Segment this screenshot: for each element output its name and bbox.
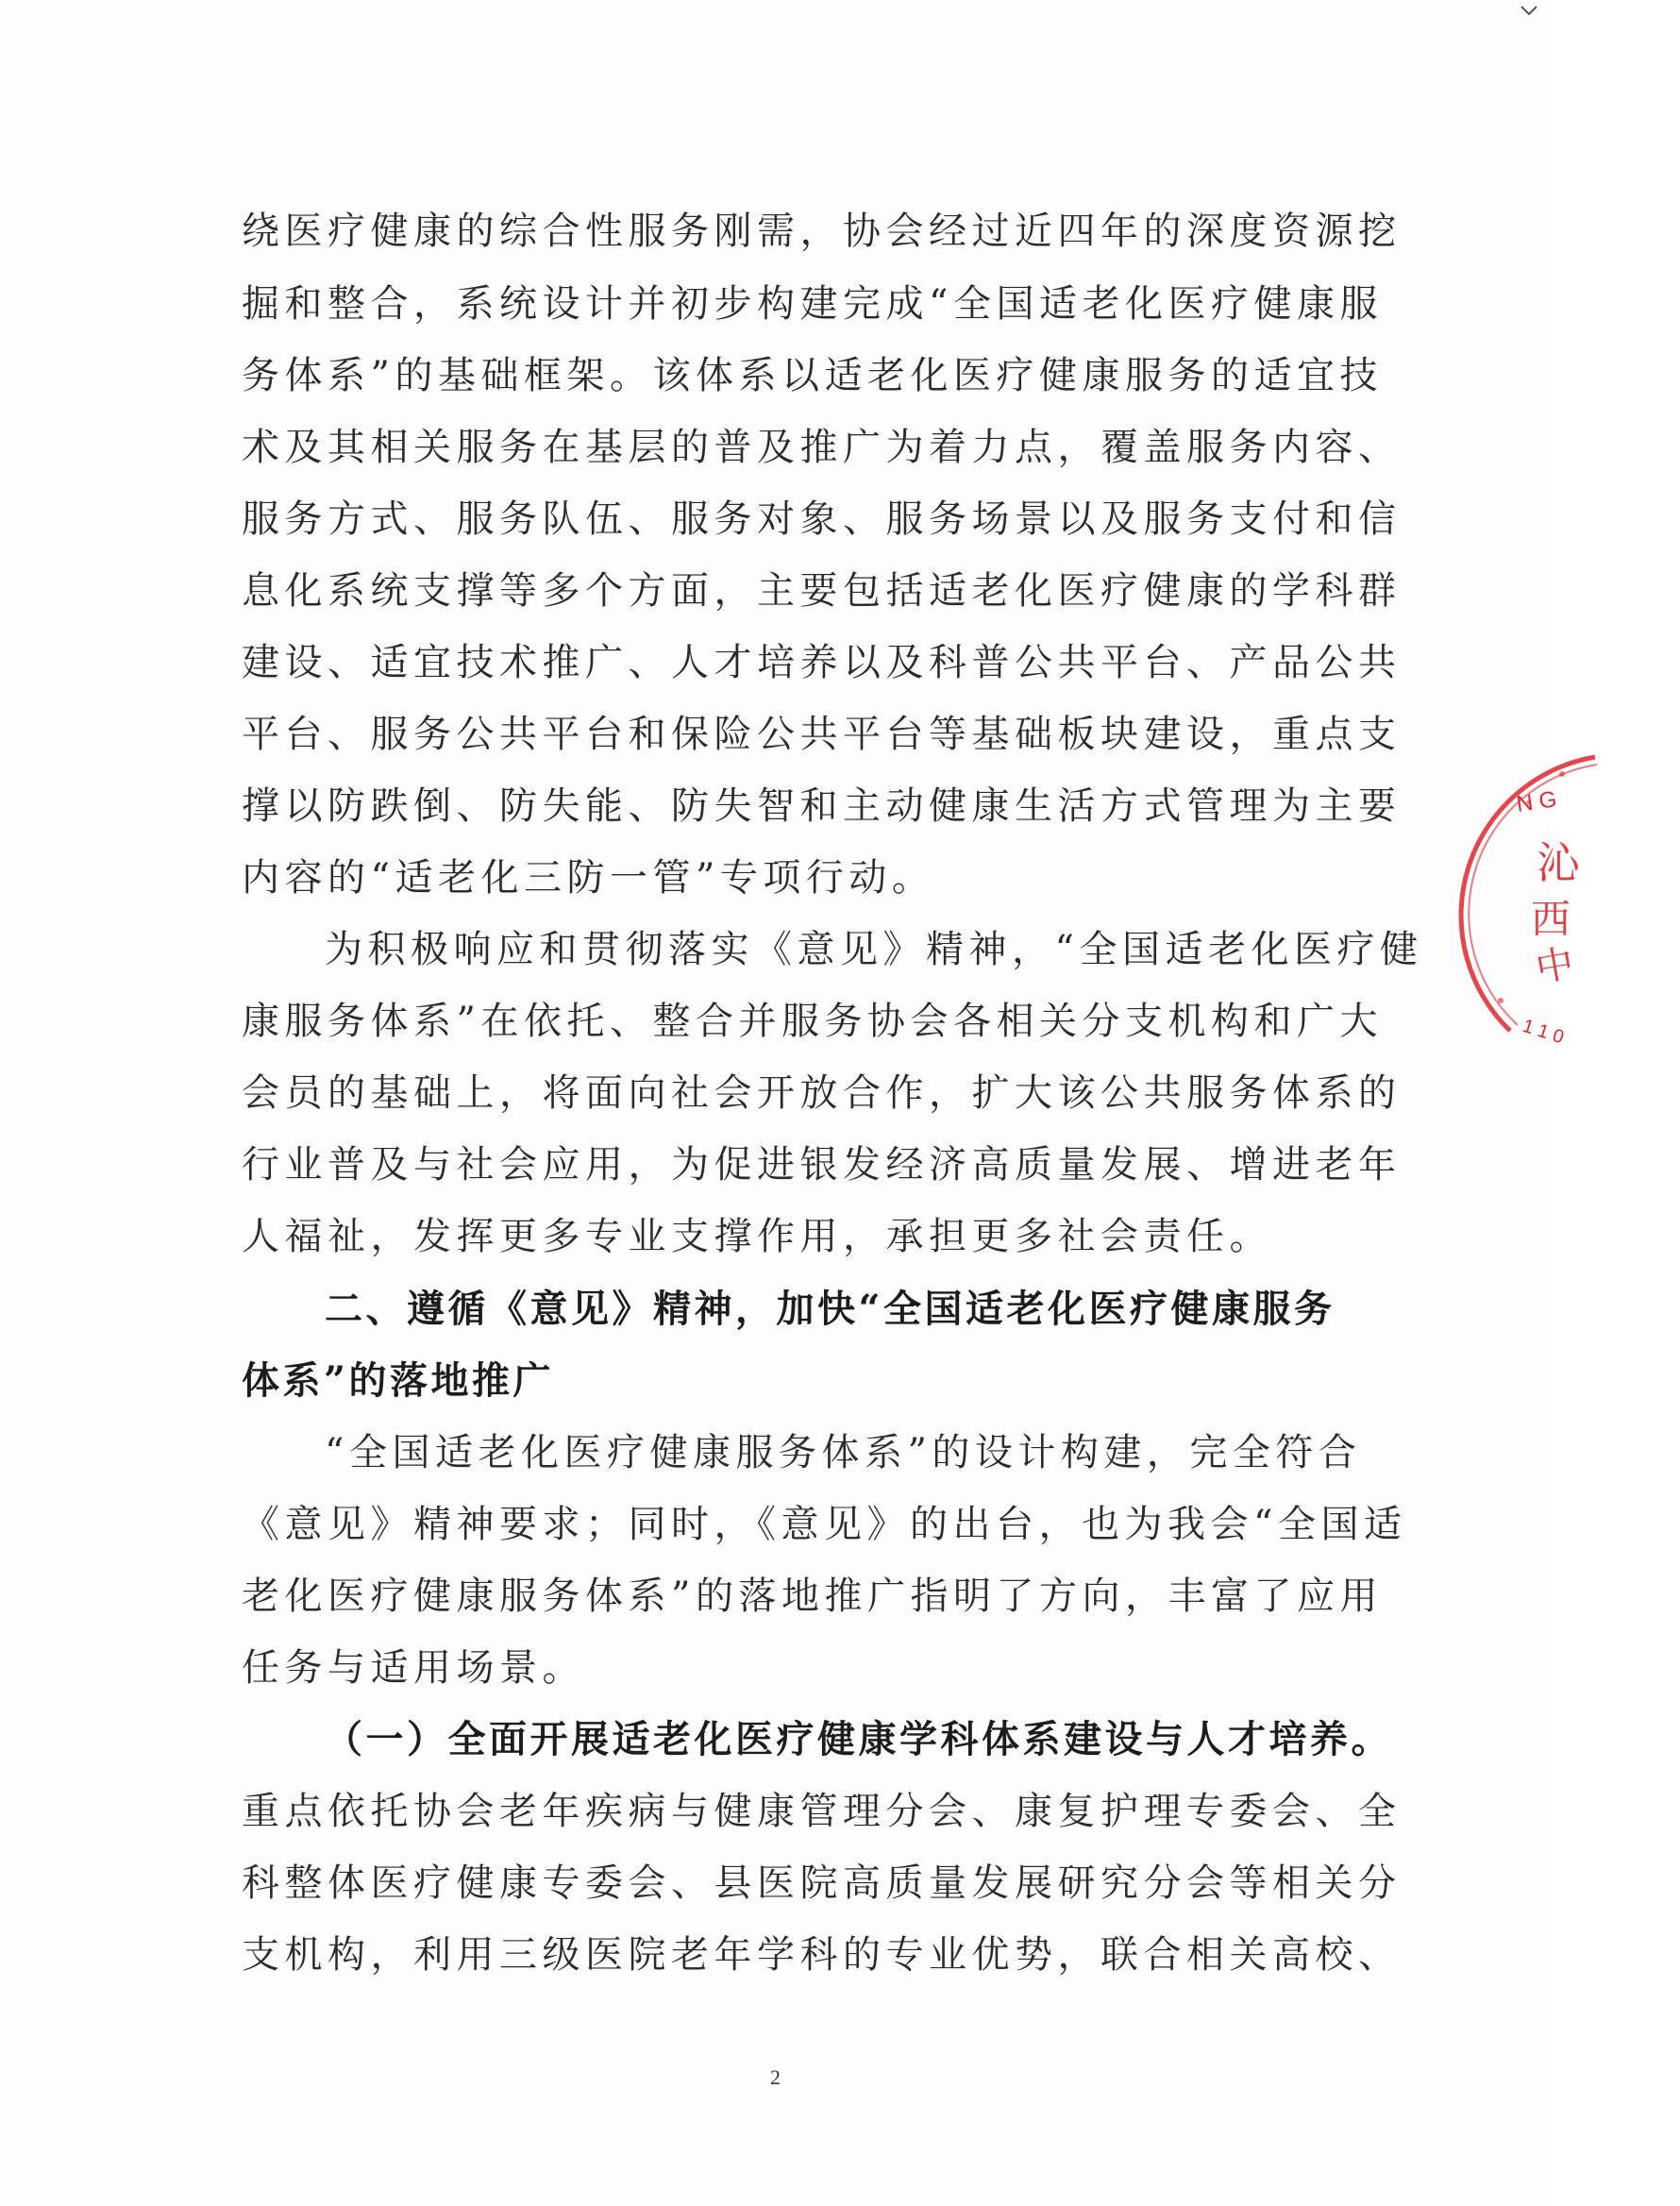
text-line: 为积极响应和贯彻落实《意见》精神，“全国适老化医疗健 — [325, 928, 1423, 971]
text-line: 服务方式、服务队伍、服务对象、服务场景以及服务支付和信 — [242, 497, 1402, 541]
svg-text:中: 中 — [1532, 941, 1578, 991]
official-seal — [1472, 736, 1680, 1095]
svg-text:1 1 0: 1 1 0 — [1520, 1015, 1567, 1049]
text-line: 绕医疗健康的综合性服务刚需，协会经过近四年的深度资源挖 — [242, 210, 1402, 253]
text-line: 康服务体系”在依托、整合并服务协会各相关分支机构和广大 — [242, 1000, 1383, 1043]
heading-line: 二、遵循《意见》精神，加快“全国适老化医疗健康服务 — [325, 1287, 1336, 1331]
text-line: 建设、适宜技术推广、人才培养以及科普公共平台、产品公共 — [242, 641, 1402, 684]
text-line: 任务与适用场景。 — [242, 1646, 585, 1690]
svg-text:沁: 沁 — [1537, 837, 1580, 888]
text-line: 人福祉，发挥更多专业支撑作用，承担更多社会责任。 — [242, 1215, 1272, 1258]
text-line: 行业普及与社会应用，为促进银发经济高质量发展、增进老年 — [242, 1143, 1402, 1187]
heading-line: 体系”的落地推广 — [242, 1358, 555, 1403]
text-line: 科整体医疗健康专委会、县医院高质量发展研究分会等相关分 — [242, 1861, 1402, 1905]
text-line: 务体系”的基础框架。该体系以适老化医疗健康服务的适宜技 — [242, 354, 1383, 397]
text-line: 老化医疗健康服务体系”的落地推广指明了方向，丰富了应用 — [242, 1575, 1383, 1618]
text-line: 息化系统支撑等多个方面，主要包括适老化医疗健康的学科群 — [242, 569, 1402, 613]
svg-text:西: 西 — [1531, 896, 1571, 942]
text-line: 内容的“适老化三防一管”专项行动。 — [242, 856, 935, 900]
text-line: 会员的基础上，将面向社会开放合作，扩大该公共服务体系的 — [242, 1071, 1402, 1115]
text-line: 《意见》精神要求；同时，《意见》的出台，也为我会“全国适 — [242, 1503, 1407, 1546]
text-line: 重点依托协会老年疾病与健康管理分会、康复护理专委会、全 — [242, 1790, 1402, 1833]
scan-mark — [1520, 2, 1538, 13]
text-line: 撑以防跌倒、防失能、防失智和主动健康生活方式管理为主要 — [242, 784, 1402, 828]
text-line: “全国适老化医疗健康服务体系”的设计构建，完全符合 — [325, 1431, 1362, 1474]
text-line: 术及其相关服务在基层的普及推广为着力点，覆盖服务内容、 — [242, 426, 1402, 469]
text-line: 平台、服务公共平台和保险公共平台等基础板块建设，重点支 — [242, 713, 1402, 756]
svg-text:N G: N G — [1515, 786, 1559, 817]
page-number: 2 — [770, 2065, 781, 2089]
text-line: 掘和整合，系统设计并初步构建完成“全国适老化医疗健康服 — [242, 282, 1383, 326]
heading-line: （一）全面开展适老化医疗健康学科体系建设与人才培养。 — [325, 1717, 1392, 1761]
text-line: 支机构，利用三级医院老年学科的专业优势，联合相关高校、 — [242, 1933, 1402, 1977]
